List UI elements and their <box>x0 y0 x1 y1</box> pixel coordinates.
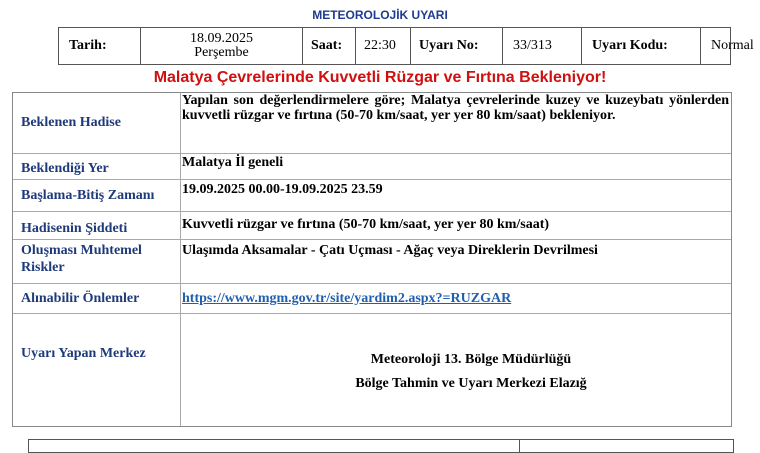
warning-code-value: Normal <box>711 38 754 53</box>
precautions-label: Alınabilir Önlemler <box>13 284 181 313</box>
time-range-label: Başlama-Bitiş Zamanı <box>13 180 181 211</box>
date-day: Perşembe <box>194 45 249 60</box>
info-table <box>58 27 754 65</box>
row-risks <box>13 239 731 283</box>
time-range-value: 19.09.2025 00.00-19.09.2025 23.59 <box>182 182 383 197</box>
precautions-link[interactable]: https://www.mgm.gov.tr/site/yardim2.aspx?=RUZGAR <box>182 290 512 306</box>
time-label: Saat: <box>303 28 356 64</box>
issuer-line-1: Meteoroloji 13. Bölge Müdürlüğü <box>370 352 572 367</box>
next-page-table-edge <box>28 439 734 453</box>
location-label: Beklendiği Yer <box>13 154 181 179</box>
date-label: Tarih: <box>59 28 141 64</box>
issuer-value <box>181 314 731 426</box>
risks-label: Oluşması Muhtemel Riskler <box>13 240 181 283</box>
date-value: 18.09.2025 <box>190 31 253 46</box>
time-value: 22:30 <box>356 28 411 64</box>
row-time-range <box>13 179 731 211</box>
issuer-label: Uyarı Yapan Merkez <box>13 314 181 426</box>
issuer-line-2: Bölge Tahmin ve Uyarı Merkezi Elazığ <box>355 376 587 391</box>
risks-value: Ulaşımda Aksamalar - Çatı Uçması - Ağaç veya Direklerin Devrilmesi <box>182 243 598 258</box>
row-issuer <box>13 313 731 426</box>
expected-event-value: Yapılan son değerlendirmelere göre; Malatya çevrelerinde kuzey ve kuzeybatı yönlerden kuvvetli rüzgar ve fırtına (50-70 km/saat, yer yer 80 km/saat) bekleniyor. <box>182 93 729 123</box>
warning-no-value: 33/313 <box>503 28 582 64</box>
row-precautions <box>13 283 731 313</box>
severity-value: Kuvvetli rüzgar ve fırtına (50-70 km/saat, yer yer 80 km/saat) <box>182 217 550 232</box>
document-title: METEOROLOJİK UYARI <box>312 8 448 22</box>
next-page-divider <box>519 440 520 452</box>
row-severity <box>13 211 731 239</box>
severity-label: Hadisenin Şiddeti <box>13 212 181 239</box>
row-location <box>13 153 731 179</box>
date-cell <box>141 28 303 64</box>
expected-event-label: Beklenen Hadise <box>13 93 181 153</box>
location-value: Malatya İl geneli <box>182 155 284 170</box>
warning-no-label: Uyarı No: <box>411 28 503 64</box>
row-expected-event <box>13 93 731 153</box>
warning-details-table <box>12 92 732 427</box>
warning-headline: Malatya Çevrelerinde Kuvvetli Rüzgar ve Fırtına Bekleniyor! <box>153 69 607 86</box>
warning-code-label: Uyarı Kodu: <box>582 28 701 64</box>
